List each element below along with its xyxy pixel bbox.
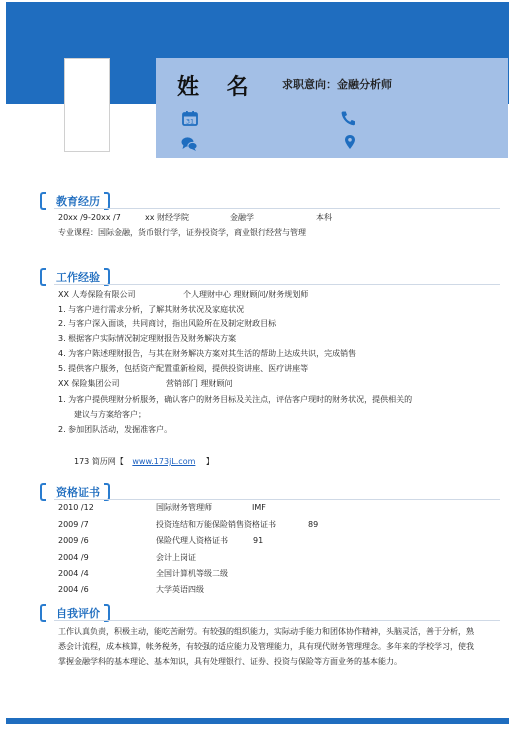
cert-date: 2004 /4 xyxy=(58,569,89,578)
section-divider xyxy=(54,284,500,285)
edu-period: 20xx /9-20xx /7 xyxy=(58,213,121,222)
cert-name: 会计上岗证 xyxy=(156,553,196,562)
cert-extra: 89 xyxy=(308,520,319,529)
job1-item: 5. 提供客户服务，包括资产配置重新检阅，提供投资讲座、医疗讲座等 xyxy=(58,364,309,373)
job1-item: 2. 与客户深入面谈，共同商讨，指出风险所在及制定财政目标 xyxy=(58,319,277,328)
svg-text:31: 31 xyxy=(185,117,195,126)
section-divider xyxy=(54,208,500,209)
edu-degree: 本科 xyxy=(316,213,332,222)
job2-item: 2. 参加团队活动，发掘准客户。 xyxy=(58,425,173,434)
cert-name: 大学英语四级 xyxy=(156,585,204,594)
job1-item: 3. 根据客户实际情况制定理财报告及财务解决方案 xyxy=(58,334,237,343)
cert-name: 全国计算机等级二级 xyxy=(156,569,228,578)
cert-name: 投资连结和万能保险销售资格证书 xyxy=(156,520,276,529)
job1-role: 个人理财中心 理财顾问/财务规划师 xyxy=(183,290,309,299)
job2-item-cont: 建议与方案给客户； xyxy=(74,410,146,419)
job2-role: 营销部门 理财顾问 xyxy=(166,379,233,388)
location-pin-icon xyxy=(341,134,359,150)
cert-date: 2004 /9 xyxy=(58,553,89,562)
cert-extra: 91 xyxy=(253,536,264,545)
site-footer-line xyxy=(74,456,214,467)
edu-school: xx 财经学院 xyxy=(145,213,190,222)
cert-date: 2009 /6 xyxy=(58,536,89,545)
section-divider xyxy=(54,499,500,500)
footer-band xyxy=(6,718,509,724)
self-eval-text: 工作认真负责，积极主动，能吃苦耐劳。有较强的组织能力，实际动手能力和团体协作精神，头脑灵活，善于分析，熟悉会计流程，成本核算，帐务税务，有较强的适应能力及管理能力，具有现代财务管理理念。多年来的学校学习，使我掌握金融学科的基本理论、基本知识，具有处理银行、证券、投资与保险等方面业务的基本能力。 xyxy=(58,627,474,666)
site-link[interactable]: www.173jL.com xyxy=(132,457,196,466)
bracket-left xyxy=(40,192,46,210)
job1-item: 4. 为客户陈述理财报告，与其在财务解决方案对其生活的帮助上达成共识，完成销售 xyxy=(58,349,357,358)
section-title-text: 工作经验 xyxy=(56,271,100,284)
bracket-left xyxy=(40,604,46,622)
section-title-text: 自我评价 xyxy=(56,607,100,620)
job2-company: XX 保险集团公司 xyxy=(58,379,120,388)
job1-company: XX 人寿保险有限公司 xyxy=(58,290,136,299)
cert-date: 2004 /6 xyxy=(58,585,89,594)
bracket-left xyxy=(40,483,46,501)
section-title-text: 教育经历 xyxy=(56,195,100,208)
cert-extra: IMF xyxy=(252,503,266,512)
cert-date: 2009 /7 xyxy=(58,520,89,529)
section-divider xyxy=(54,620,500,621)
cert-name: 保险代理人资格证书 xyxy=(156,536,228,545)
job2-item: 1. 为客户提供理财分析服务，确认客户的财务目标及关注点，评估客户现时的财务状况，提供相关的 xyxy=(58,395,413,404)
job1-item: 1. 与客户进行需求分析，了解其财务状况及家庭状况 xyxy=(58,305,245,314)
phone-icon xyxy=(339,110,357,126)
bracket-left xyxy=(40,268,46,286)
section-title-text: 资格证书 xyxy=(56,486,100,499)
job-intent: 求职意向：金融分析师 xyxy=(282,78,392,91)
cert-name: 国际财务管理师 xyxy=(156,503,212,512)
calendar-icon xyxy=(181,110,199,126)
edu-major: 金融学 xyxy=(230,213,254,222)
site-prefix: 173 简历网【 xyxy=(74,457,124,466)
edu-courses: 专业课程：国际金融，货币银行学，证券投资学，商业银行经营与管理 xyxy=(58,228,306,237)
cert-date: 2010 /12 xyxy=(58,503,94,512)
photo-placeholder xyxy=(64,58,110,152)
site-suffix: 】 xyxy=(205,457,214,466)
name-title: 姓 名 xyxy=(177,75,259,100)
chat-icon xyxy=(180,136,198,152)
